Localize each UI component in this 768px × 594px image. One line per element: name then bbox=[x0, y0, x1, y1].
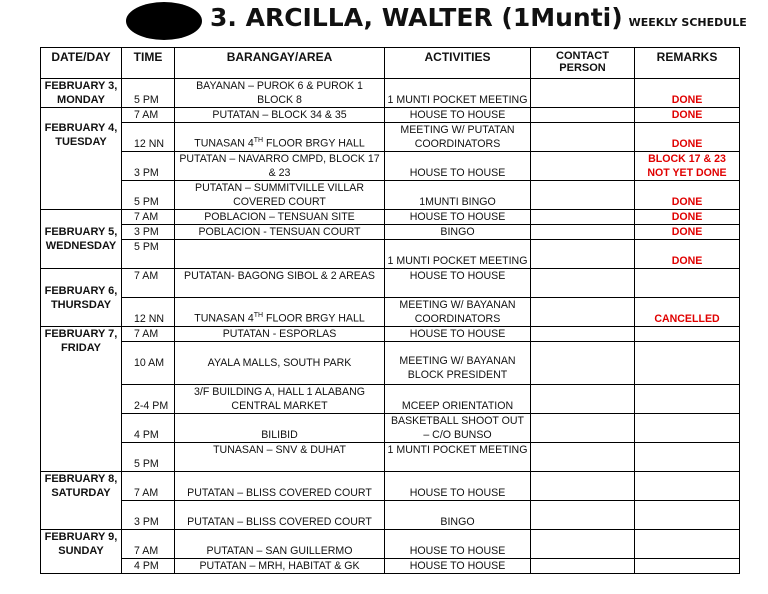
activity-cell: 1MUNTI BINGO bbox=[385, 181, 531, 210]
activity-cell: MEETING W/ BAYANAN COORDINATORS bbox=[385, 298, 531, 327]
column-header-activities: ACTIVITIES bbox=[385, 48, 531, 79]
contact-cell bbox=[531, 559, 635, 574]
area-cell bbox=[175, 240, 385, 269]
time-cell: 7 AM bbox=[122, 327, 175, 342]
remark-cell: DONE bbox=[635, 240, 740, 269]
time-cell: 3 PM bbox=[122, 152, 175, 181]
time-cell: 5 PM bbox=[122, 79, 175, 108]
remark-cell bbox=[635, 472, 740, 501]
table-row bbox=[41, 240, 740, 269]
contact-cell bbox=[531, 414, 635, 443]
area-cell: TUNASAN – SNV & DUHAT bbox=[175, 443, 385, 472]
area-cell: 3/F BUILDING A, HALL 1 ALABANG CENTRAL MARKET bbox=[175, 385, 385, 414]
table-row bbox=[41, 414, 740, 443]
time-cell: 7 AM bbox=[122, 108, 175, 123]
area-cell: PUTATAN – BLISS COVERED COURT bbox=[175, 501, 385, 530]
activity-cell: HOUSE TO HOUSE bbox=[385, 559, 531, 574]
area-cell: PUTATAN – NAVARRO CMPD, BLOCK 17 & 23 bbox=[175, 152, 385, 181]
remark-cell: DONE bbox=[635, 123, 740, 152]
remark-cell: DONE bbox=[635, 79, 740, 108]
activity-cell: 1 MUNTI POCKET MEETING bbox=[385, 240, 531, 269]
time-cell: 12 NN bbox=[122, 123, 175, 152]
activity-cell: BASKETBALL SHOOT OUT – C/O BUNSO bbox=[385, 414, 531, 443]
remark-cell: DONE bbox=[635, 210, 740, 225]
remark-cell bbox=[635, 342, 740, 385]
area-cell: PUTATAN- BAGONG SIBOL & 2 AREAS bbox=[175, 269, 385, 298]
column-header-area: BARANGAY/AREA bbox=[175, 48, 385, 79]
remark-cell: CANCELLED bbox=[635, 298, 740, 327]
date-cell: FEBRUARY 9, SUNDAY bbox=[41, 530, 122, 574]
table-row bbox=[41, 225, 740, 240]
area-cell: POBLACION – TENSUAN SITE bbox=[175, 210, 385, 225]
remark-cell bbox=[635, 327, 740, 342]
area-cell: PUTATAN – MRH, HABITAT & GK bbox=[175, 559, 385, 574]
contact-cell bbox=[531, 327, 635, 342]
remark-cell: BLOCK 17 & 23 NOT YET DONE bbox=[635, 152, 740, 181]
contact-cell bbox=[531, 530, 635, 559]
remark-cell: DONE bbox=[635, 108, 740, 123]
contact-cell bbox=[531, 472, 635, 501]
table-row bbox=[41, 79, 740, 108]
schedule-subtitle: WEEKLY SCHEDULE bbox=[628, 16, 747, 29]
activity-cell: 1 MUNTI POCKET MEETING bbox=[385, 443, 531, 472]
remark-cell bbox=[635, 530, 740, 559]
column-header-remarks: REMARKS bbox=[635, 48, 740, 79]
contact-cell bbox=[531, 79, 635, 108]
table-row bbox=[41, 298, 740, 327]
area-cell: PUTATAN - ESPORLAS bbox=[175, 327, 385, 342]
remark-cell: DONE bbox=[635, 181, 740, 210]
contact-cell bbox=[531, 152, 635, 181]
table-row bbox=[41, 530, 740, 559]
time-cell: 3 PM bbox=[122, 225, 175, 240]
activity-cell: HOUSE TO HOUSE bbox=[385, 152, 531, 181]
activity-cell: HOUSE TO HOUSE bbox=[385, 269, 531, 298]
table-row bbox=[41, 501, 740, 530]
contact-cell bbox=[531, 443, 635, 472]
area-cell: POBLACION - TENSUAN COURT bbox=[175, 225, 385, 240]
area-cell: PUTATAN – BLOCK 34 & 35 bbox=[175, 108, 385, 123]
time-cell: 2-4 PM bbox=[122, 385, 175, 414]
page-title bbox=[210, 3, 747, 32]
column-header-date: DATE/DAY bbox=[41, 48, 122, 79]
activity-cell: MEETING W/ PUTATAN COORDINATORS bbox=[385, 123, 531, 152]
table-row bbox=[41, 327, 740, 342]
time-cell: 7 AM bbox=[122, 269, 175, 298]
activity-cell: MEETING W/ BAYANAN BLOCK PRESIDENT bbox=[385, 342, 531, 385]
table-row bbox=[41, 210, 740, 225]
time-cell: 3 PM bbox=[122, 501, 175, 530]
schedule-title: 3. ARCILLA, WALTER (1Munti) bbox=[210, 3, 623, 32]
activity-cell: HOUSE TO HOUSE bbox=[385, 472, 531, 501]
time-cell: 7 AM bbox=[122, 472, 175, 501]
area-cell: BILIBID bbox=[175, 414, 385, 443]
contact-cell bbox=[531, 225, 635, 240]
contact-cell bbox=[531, 342, 635, 385]
contact-cell bbox=[531, 385, 635, 414]
remark-cell bbox=[635, 443, 740, 472]
activity-cell: BINGO bbox=[385, 225, 531, 240]
activity-cell: HOUSE TO HOUSE bbox=[385, 530, 531, 559]
date-cell: FEBRUARY 8, SATURDAY bbox=[41, 472, 122, 530]
time-cell: 7 AM bbox=[122, 210, 175, 225]
table-row bbox=[41, 472, 740, 501]
activity-cell: HOUSE TO HOUSE bbox=[385, 108, 531, 123]
contact-cell bbox=[531, 210, 635, 225]
remark-cell bbox=[635, 501, 740, 530]
table-row bbox=[41, 108, 740, 123]
table-row bbox=[41, 559, 740, 574]
contact-cell bbox=[531, 298, 635, 327]
time-cell: 4 PM bbox=[122, 559, 175, 574]
contact-cell bbox=[531, 108, 635, 123]
date-cell: FEBRUARY 6, THURSDAY bbox=[41, 269, 122, 327]
activity-cell: BINGO bbox=[385, 501, 531, 530]
remark-cell bbox=[635, 559, 740, 574]
redaction-blob bbox=[126, 2, 202, 40]
time-cell: 5 PM bbox=[122, 240, 175, 269]
remark-cell bbox=[635, 385, 740, 414]
contact-cell bbox=[531, 269, 635, 298]
column-header-time: TIME bbox=[122, 48, 175, 79]
time-cell: 5 PM bbox=[122, 181, 175, 210]
activity-cell: HOUSE TO HOUSE bbox=[385, 210, 531, 225]
date-cell: FEBRUARY 7, FRIDAY bbox=[41, 327, 122, 472]
activity-cell: HOUSE TO HOUSE bbox=[385, 327, 531, 342]
date-cell: FEBRUARY 5, WEDNESDAY bbox=[41, 210, 122, 269]
remark-cell bbox=[635, 269, 740, 298]
area-cell: PUTATAN – BLISS COVERED COURT bbox=[175, 472, 385, 501]
table-row bbox=[41, 123, 740, 152]
date-cell: FEBRUARY 4, TUESDAY bbox=[41, 108, 122, 210]
table-row bbox=[41, 385, 740, 414]
activity-cell: MCEEP ORIENTATION bbox=[385, 385, 531, 414]
time-cell: 5 PM bbox=[122, 443, 175, 472]
contact-cell bbox=[531, 240, 635, 269]
table-row bbox=[41, 342, 740, 385]
table-row bbox=[41, 181, 740, 210]
time-cell: 7 AM bbox=[122, 530, 175, 559]
remark-cell: DONE bbox=[635, 225, 740, 240]
time-cell: 12 NN bbox=[122, 298, 175, 327]
table-row bbox=[41, 152, 740, 181]
area-cell: AYALA MALLS, SOUTH PARK bbox=[175, 342, 385, 385]
activity-cell: 1 MUNTI POCKET MEETING bbox=[385, 79, 531, 108]
area-cell: TUNASAN 4TH FLOOR BRGY HALL bbox=[175, 123, 385, 152]
column-header-contact: CONTACT PERSON bbox=[531, 48, 635, 79]
contact-cell bbox=[531, 123, 635, 152]
area-cell: PUTATAN – SUMMITVILLE VILLAR COVERED COURT bbox=[175, 181, 385, 210]
table-header-row bbox=[41, 48, 740, 79]
contact-cell bbox=[531, 501, 635, 530]
remark-cell bbox=[635, 414, 740, 443]
table-row bbox=[41, 443, 740, 472]
time-cell: 4 PM bbox=[122, 414, 175, 443]
area-cell: BAYANAN – PUROK 6 & PUROK 1 BLOCK 8 bbox=[175, 79, 385, 108]
table-row bbox=[41, 269, 740, 298]
schedule-table bbox=[40, 47, 740, 574]
area-cell: PUTATAN – SAN GUILLERMO bbox=[175, 530, 385, 559]
time-cell: 10 AM bbox=[122, 342, 175, 385]
contact-cell bbox=[531, 181, 635, 210]
area-cell: TUNASAN 4TH FLOOR BRGY HALL bbox=[175, 298, 385, 327]
date-cell: FEBRUARY 3, MONDAY bbox=[41, 79, 122, 108]
